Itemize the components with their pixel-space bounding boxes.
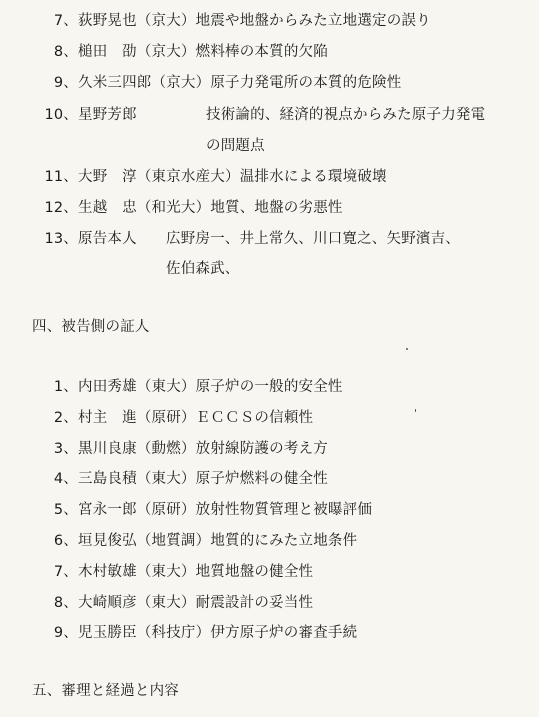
witness-name: 大崎順彦 [78, 595, 137, 611]
topic-continuation-text: の問題点 [206, 138, 265, 154]
item-number: 3、 [53, 441, 78, 457]
witness-name: 木村敏雄 [78, 564, 137, 580]
section-heading-5: 五、審理と経過と内容 [32, 683, 179, 699]
witness-topic: 温排水による環境破壊 [239, 169, 387, 185]
witness-topic: 放射性物質管理と被曝評価 [195, 502, 373, 518]
witness-name: 宮永一郎 [78, 502, 137, 518]
witness-item [44, 532, 357, 550]
witness-topic: 原子炉の一般的安全性 [195, 379, 343, 395]
witness-affiliation: （京大） [151, 75, 211, 91]
witness-topic: ＥＣＣＳの信頼性 [195, 410, 314, 426]
item-number: 2、 [53, 410, 78, 426]
witness-affiliation: （東大） [136, 471, 196, 487]
witness-item [44, 378, 343, 396]
section-heading-4: 四、被告側の証人 [32, 319, 150, 335]
witness-name: 黒川良康 [78, 441, 137, 457]
witness-affiliation: （科技庁） [136, 625, 211, 641]
witness-item [44, 199, 343, 217]
witness-item [44, 409, 313, 427]
witness-item [44, 563, 313, 581]
witness-name: 大野 淳 [78, 169, 137, 185]
witness-affiliation: （原研） [136, 410, 196, 426]
item-number: 5、 [53, 502, 78, 518]
item-number: 13、 [44, 231, 78, 247]
item-number: 6、 [53, 533, 78, 549]
item-number: 8、 [53, 595, 78, 611]
witness-item [44, 74, 401, 92]
witness-item [44, 106, 485, 124]
item-number: 7、 [53, 13, 78, 29]
witness-topic: 地震や地盤からみた立地選定の誤り [195, 13, 431, 29]
item-number: 7、 [53, 564, 78, 580]
witness-name: 垣見俊弘 [78, 533, 137, 549]
witness-topic: 地質、地盤の劣悪性 [210, 200, 343, 216]
witness-item [44, 230, 460, 248]
item-number: 4、 [53, 471, 78, 487]
witness-name: 児玉勝臣 [78, 625, 137, 641]
witness-topic: 広野房一、井上常久、川口寛之、矢野濱吉、 [166, 231, 460, 247]
witness-affiliation: （原研） [136, 502, 196, 518]
witness-topic: 原子炉燃料の健全性 [195, 471, 328, 487]
witness-name: 槌田 劭 [78, 44, 137, 60]
item-number: 11、 [44, 169, 78, 185]
witness-affiliation: （東大） [136, 595, 196, 611]
witness-topic: 耐震設計の妥当性 [195, 595, 314, 611]
witness-affiliation: （京大） [136, 44, 196, 60]
witness-item [44, 624, 357, 642]
topic-continuation-text: 佐伯森武、 [166, 261, 240, 277]
witness-name: 原告本人 [78, 231, 137, 247]
witness-affiliation: （動燃） [136, 441, 196, 457]
witness-item [44, 440, 328, 458]
witness-affiliation: （地質調） [136, 533, 211, 549]
witness-affiliation: （東京水産大） [136, 169, 240, 185]
witness-name: 三島良積 [78, 471, 137, 487]
item-number: 1、 [53, 379, 78, 395]
witness-topic: 伊方原子炉の審査手続 [210, 625, 358, 641]
witness-topic: 技術論的、経済的視点からみた原子力発電 [206, 107, 486, 123]
witness-name: 生越 忠 [78, 200, 137, 216]
witness-item [44, 594, 313, 612]
witness-affiliation: （東大） [136, 379, 196, 395]
witness-affiliation: （東大） [136, 564, 196, 580]
witness-topic: 燃料棒の本質的欠陥 [195, 44, 328, 60]
witness-item [44, 43, 328, 61]
scan-speck [415, 409, 416, 412]
witness-item [44, 501, 372, 519]
witness-topic: 地質地盤の健全性 [195, 564, 314, 580]
witness-name: 久米三四郎 [78, 75, 152, 91]
witness-topic: 地質的にみた立地条件 [210, 533, 358, 549]
witness-name: 村主 進 [78, 410, 137, 426]
witness-item [44, 168, 387, 186]
witness-topic-continuation [166, 260, 240, 278]
item-number: 12、 [44, 200, 78, 216]
witness-topic: 原子力発電所の本質的危険性 [210, 75, 402, 91]
item-number: 8、 [53, 44, 78, 60]
witness-topic-continuation [206, 137, 265, 155]
witness-item [44, 12, 431, 30]
scan-speck [406, 348, 408, 350]
item-number: 9、 [53, 75, 78, 91]
witness-affiliation: （和光大） [136, 200, 211, 216]
witness-name: 内田秀雄 [78, 379, 137, 395]
witness-name: 荻野晃也 [78, 13, 137, 29]
witness-affiliation: （京大） [136, 13, 196, 29]
witness-name: 星野芳郎 [78, 107, 137, 123]
item-number: 10、 [44, 107, 78, 123]
witness-item [44, 470, 328, 488]
item-number: 9、 [53, 625, 78, 641]
witness-topic: 放射線防護の考え方 [195, 441, 328, 457]
